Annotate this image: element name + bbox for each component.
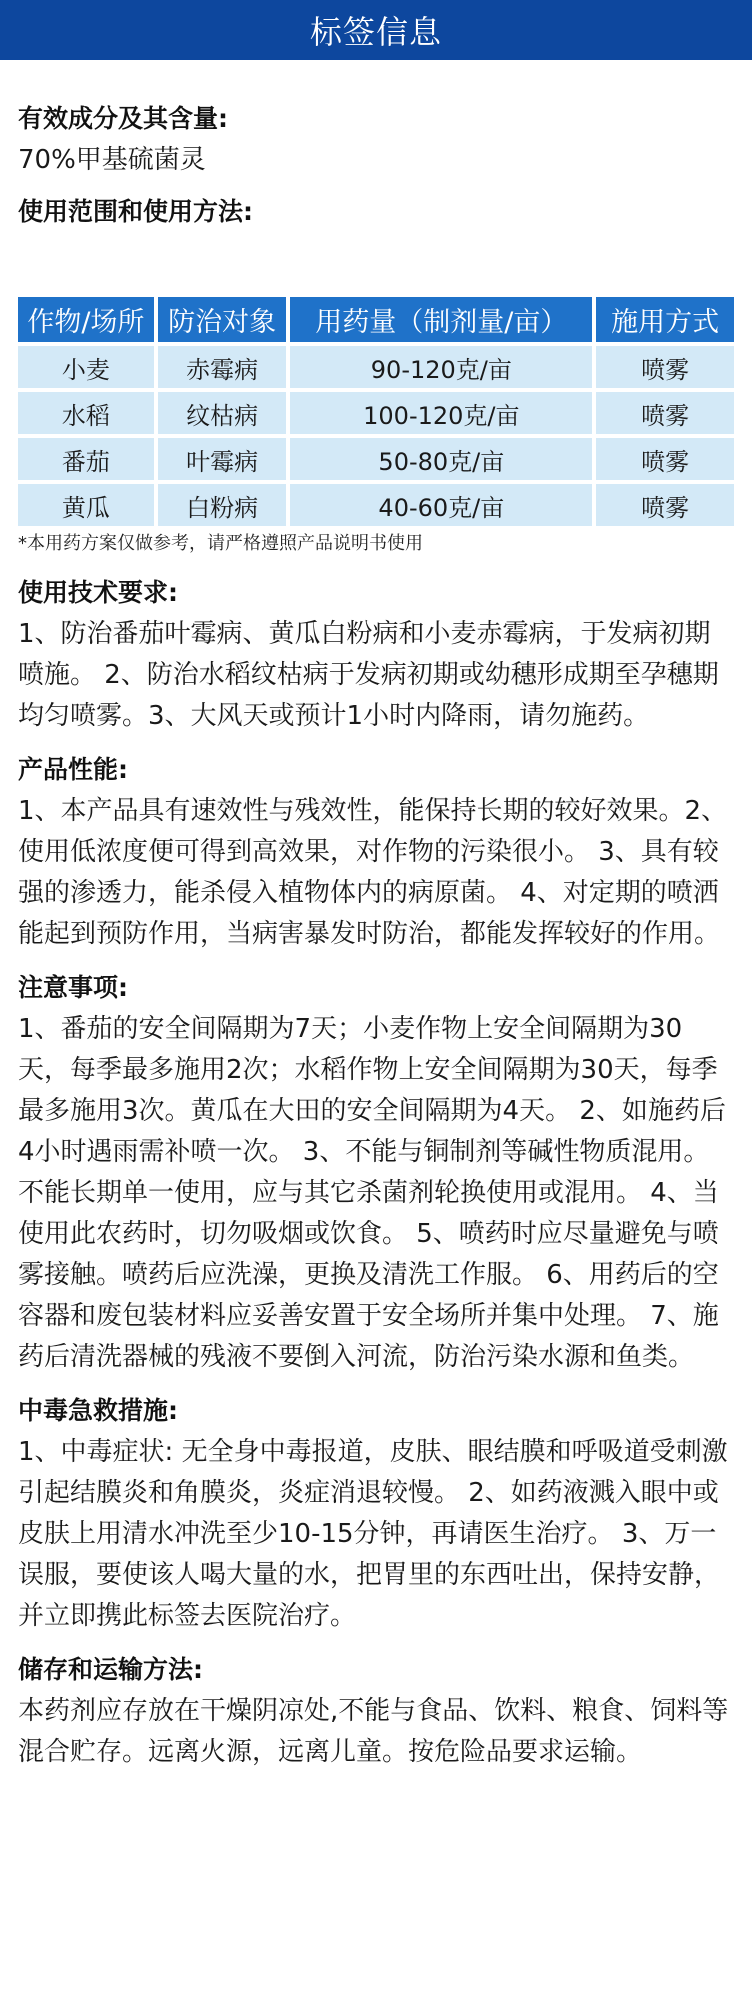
dosage-table [14, 293, 738, 530]
col-header-dosage: 用药量（制剂量/亩） [290, 297, 592, 342]
precautions-body: 1、番茄的安全间隔期为7天；小麦作物上安全间隔期为30天，每季最多施用2次；水稻作物上安全间隔期为30天，每季最多施用3次。黄瓜在大田的安全间隔期为4天。 2、如施药后4小时遇雨需补喷一次。 3、不能与铜制剂等碱性物质混用。不能长期单一使用，应与其它杀菌剂轮换使用或混用。 4、当使用此农药时，切勿吸烟或饮食。 5、喷药时应尽量避免与喷雾接触。喷药后应洗澡，更换及清洗工作服。 6、用药后的空容器和废包装材料应妥善安置于安全场所并集中处理。 7、施药后清洗器械的残液不要倒入河流，防治污染水源和鱼类。 [18, 1014, 726, 1372]
performance-section [18, 753, 734, 955]
dosage-table-header-row [18, 297, 734, 342]
first-aid-body: 1、中毒症状: 无全身中毒报道，皮肤、眼结膜和呼吸道受刺激引起结膜炎和角膜炎，炎症消退较慢。 2、如药液溅入眼中或皮肤上用清水冲洗至少10-15分钟，再请医生治疗。 3、万一误服，要使该人喝大量的水，把胃里的东西吐出，保持安静，并立即携此标签去医院治疗。 [18, 1437, 728, 1631]
cell-method: 喷雾 [596, 392, 734, 434]
col-header-method: 施用方式 [596, 297, 734, 342]
table-row [18, 438, 734, 480]
performance-body: 1、本产品具有速效性与残效性，能保持长期的较好效果。2、使用低浓度便可得到高效果，对作物的污染很小。 3、具有较强的渗透力，能杀侵入植物体内的病原菌。 4、对定期的喷洒能起到预防作用，当病害暴发时防治，都能发挥较好的作用。 [18, 796, 728, 949]
dosage-note: *本用药方案仅做参考，请严格遵照产品说明书使用 [18, 533, 423, 554]
cell-method: 喷雾 [596, 346, 734, 388]
ingredients-title: 有效成分及其含量: [18, 104, 228, 133]
cell-target: 白粉病 [158, 484, 287, 526]
first-aid-title: 中毒急救措施: [18, 1396, 178, 1425]
usage-scope-title: 使用范围和使用方法: [18, 197, 253, 226]
ingredients-body: 70%甲基硫菌灵 [18, 145, 206, 175]
first-aid-section [18, 1394, 734, 1637]
label-content [0, 102, 752, 1773]
storage-body: 本药剂应存放在干燥阴凉处,不能与食品、饮料、粮食、饲料等混合贮存。远离火源，远离儿童。按危险品要求运输。 [18, 1696, 729, 1767]
storage-section [18, 1653, 734, 1773]
usage-scope-section [18, 195, 734, 229]
table-row [18, 484, 734, 526]
performance-title: 产品性能: [18, 755, 128, 784]
cell-dosage: 90-120克/亩 [290, 346, 592, 388]
cell-dosage: 100-120克/亩 [290, 392, 592, 434]
cell-crop: 水稻 [18, 392, 154, 434]
cell-crop: 黄瓜 [18, 484, 154, 526]
cell-target: 叶霉病 [158, 438, 287, 480]
cell-crop: 小麦 [18, 346, 154, 388]
cell-target: 纹枯病 [158, 392, 287, 434]
dosage-table-wrap [18, 293, 734, 556]
technical-requirements-title: 使用技术要求: [18, 578, 178, 607]
cell-dosage: 40-60克/亩 [290, 484, 592, 526]
page-title: 标签信息 [309, 13, 442, 51]
table-row [18, 346, 734, 388]
col-header-target: 防治对象 [158, 297, 287, 342]
ingredients-section [18, 102, 734, 181]
cell-crop: 番茄 [18, 438, 154, 480]
cell-dosage: 50-80克/亩 [290, 438, 592, 480]
page-header [0, 0, 752, 60]
precautions-section [18, 971, 734, 1378]
table-row [18, 392, 734, 434]
col-header-crop: 作物/场所 [18, 297, 154, 342]
precautions-title: 注意事项: [18, 973, 128, 1002]
technical-requirements-body: 1、防治番茄叶霉病、黄瓜白粉病和小麦赤霉病，于发病初期喷施。 2、防治水稻纹枯病于发病初期或幼穗形成期至孕穗期均匀喷雾。3、大风天或预计1小时内降雨，请勿施药。 [18, 619, 719, 731]
storage-title: 储存和运输方法: [18, 1655, 203, 1684]
cell-method: 喷雾 [596, 484, 734, 526]
technical-requirements-section [18, 576, 734, 737]
cell-method: 喷雾 [596, 438, 734, 480]
cell-target: 赤霉病 [158, 346, 287, 388]
